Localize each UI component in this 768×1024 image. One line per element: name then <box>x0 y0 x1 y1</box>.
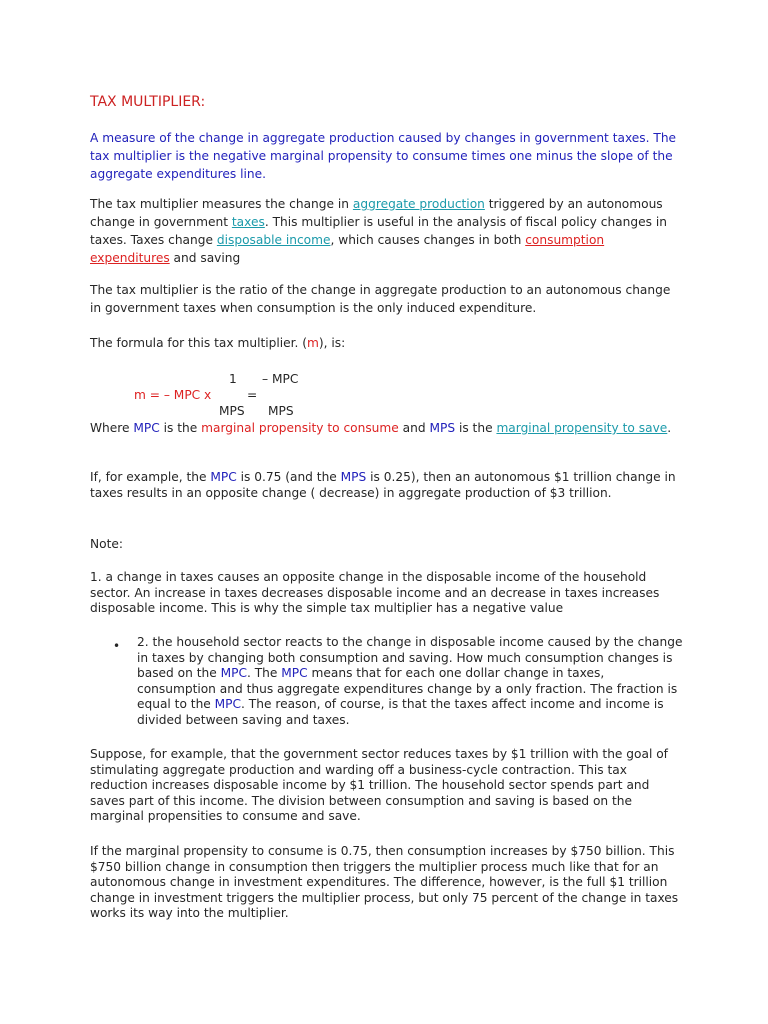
text: means that for each one dollar change in taxes, consumption and thus aggregate expenditures change by a only fraction. The fraction is equal to the <box>137 666 678 711</box>
text: and <box>398 421 430 435</box>
text: , which causes changes in both <box>330 233 526 247</box>
formula-denominator-mps-right: MPS <box>268 404 294 418</box>
text: . The <box>246 666 282 680</box>
text: . <box>667 421 672 435</box>
text: 2. the household sector reacts to the change in disposable income caused by the change in taxes by changing both consumption and saving. How much consumption changes is based on the <box>137 635 683 680</box>
formula-symbol-m: m <box>307 336 319 350</box>
text: If, for example, the <box>90 470 211 484</box>
text: is the <box>159 421 202 435</box>
paragraph-where <box>90 421 680 437</box>
paragraph-ratio: The tax multiplier is the ratio of the change in aggregate production to an autonomous change in government taxes when consumption is the only induced expenditure. <box>90 283 671 315</box>
link-marginal-propensity-to-save[interactable]: marginal propensity to save <box>496 421 668 435</box>
formula-numerator-one: 1 <box>229 372 237 386</box>
link-taxes[interactable]: taxes <box>231 215 265 229</box>
paragraph-marginal: If the marginal propensity to consume is 0.75, then consumption increases by $750 billion. This $750 billion change in consumption then triggers the multiplier process much like that for an autonomous change in investment expenditures. The difference, however, is the full $1 trillion change in investment triggers the multiplier process, but only 75 percent of the change in taxes works its way into the multiplier. <box>90 844 679 920</box>
text: The formula for this tax multiplier. ( <box>90 336 308 350</box>
paragraph-suppose: Suppose, for example, that the government sector reduces taxes by $1 trillion with the goal of stimulating aggregate production and warding off a business-cycle contraction. This tax reduction increases disposable income by $1 trillion. The household sector spends part and saves part of this income. The division between consumption and saving is based on the marginal propensities to consume and save. <box>90 747 668 823</box>
text: . The reason, of course, is that the taxes affect income and income is divided between saving and taxes. <box>137 697 664 727</box>
text: is the <box>455 421 497 435</box>
term-mpc: MPC <box>214 697 242 711</box>
link-consumption-expenditures[interactable]: consumption expenditures <box>90 233 605 265</box>
text: triggered by an autonomous change in government <box>90 197 663 229</box>
term-mpc-definition: marginal propensity to consume <box>201 421 399 435</box>
note-label: Note: <box>90 537 123 551</box>
formula-equals-neg-mpc-x: = – MPC x <box>145 388 212 402</box>
paragraph-tax-multiplier-measures <box>90 195 680 267</box>
page-title: TAX MULTIPLIER: <box>90 94 206 110</box>
link-aggregate-production[interactable]: aggregate production <box>352 197 485 211</box>
paragraph-formula-intro <box>90 334 680 352</box>
term-mps: MPS <box>340 470 367 484</box>
term-mpc: MPC <box>281 666 308 680</box>
text: and saving <box>169 251 241 265</box>
text: is 0.25), then an autonomous $1 trillion change in taxes results in an opposite change ( decrease) in aggregate production of $3 trillion. <box>90 470 676 500</box>
text: The tax multiplier measures the change in <box>90 197 353 211</box>
term-mps: MPS <box>429 421 456 435</box>
term-mpc: MPC <box>210 470 237 484</box>
term-mpc: MPC <box>220 666 247 680</box>
bullet-icon: • <box>113 639 121 653</box>
formula-m: m <box>134 388 146 402</box>
note-2 <box>137 635 685 728</box>
formula-denominator-mps-left: MPS <box>219 404 245 418</box>
term-mpc: MPC <box>133 421 160 435</box>
text: Where <box>90 421 134 435</box>
formula-numerator-neg-mpc: – MPC <box>262 372 299 386</box>
formula-equals: = <box>247 388 258 402</box>
text: is 0.75 (and the <box>236 470 341 484</box>
formula-lhs <box>134 387 211 403</box>
link-disposable-income[interactable]: disposable income <box>216 233 331 247</box>
intro-definition: A measure of the change in aggregate production caused by changes in government taxes. The tax multiplier is the negative marginal propensity to consume times one minus the slope of the aggregate expenditures line. <box>90 131 677 181</box>
note-1: 1. a change in taxes causes an opposite change in the disposable income of the household sector. An increase in taxes decreases disposable income and an decrease in taxes increases disposable income. This is why the simple tax multiplier has a negative value <box>90 570 660 615</box>
text: . This multiplier is useful in the analysis of fiscal policy changes in taxes. Taxes change <box>90 215 667 247</box>
text: ), is: <box>318 336 346 350</box>
paragraph-example <box>90 470 680 501</box>
